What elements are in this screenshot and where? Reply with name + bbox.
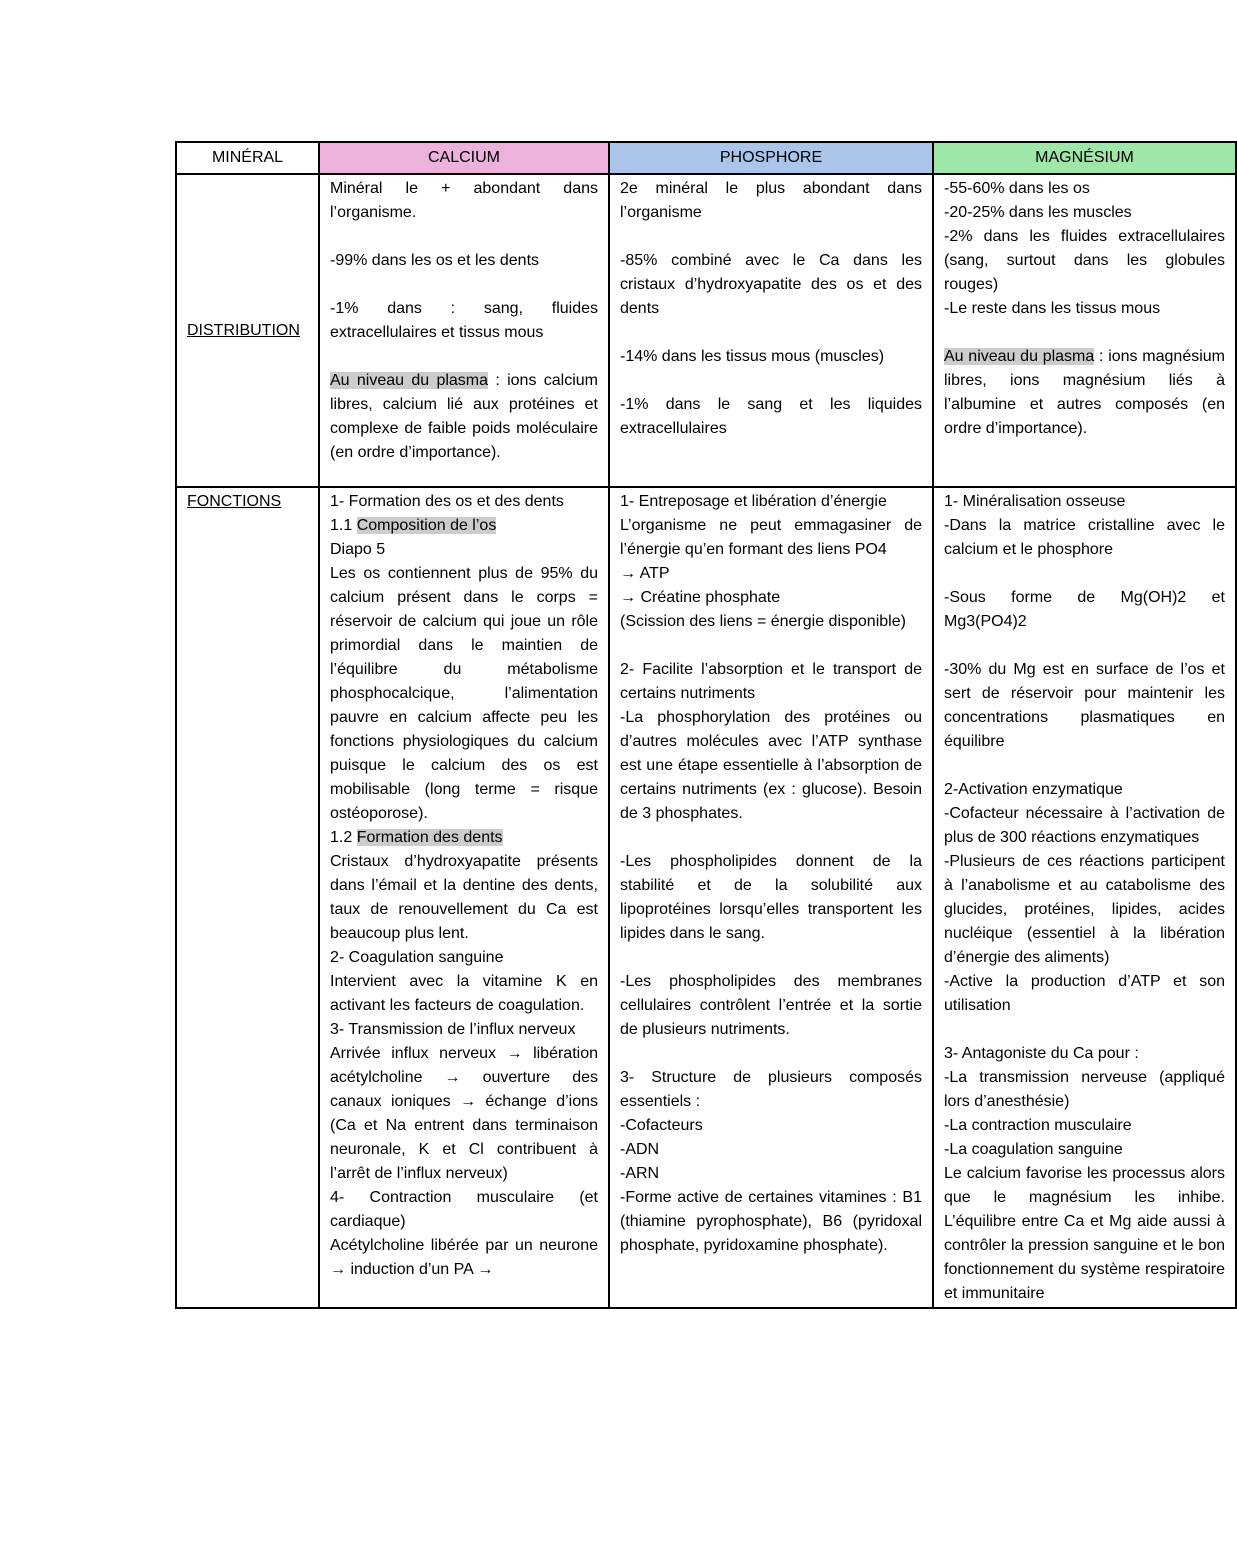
highlighted-heading: Au niveau du plasma — [944, 348, 1095, 365]
paragraph: -14% dans les tissus mous (muscles) — [620, 348, 885, 365]
paragraph — [330, 369, 598, 465]
section-title: 1- Minéralisation osseuse — [944, 493, 1126, 510]
paragraph: Minéral le + abondant dans l’organisme. — [330, 180, 598, 221]
section-title: 3- Antagoniste du Ca pour : — [944, 1045, 1139, 1062]
header-phosphore: PHOSPHORE — [609, 142, 933, 174]
paragraph: Intervient avec la vitamine K en activant les facteurs de coagulation. — [330, 973, 598, 1014]
paragraph: -Dans la matrice cristalline avec le calcium et le phosphore — [944, 517, 1225, 558]
spacer — [620, 1042, 922, 1066]
spacer — [944, 634, 1225, 658]
paragraph: -Active la production d’ATP et son utilisation — [944, 973, 1225, 1014]
section-title: 1- Entreposage et libération d’énergie — [620, 493, 887, 510]
paragraph: -1% dans : sang, fluides extracellulaires et tissus mous — [330, 300, 598, 341]
paragraph: → Créatine phosphate — [620, 589, 781, 606]
row-label-distribution — [176, 174, 319, 487]
paragraph: Diapo 5 — [330, 541, 386, 558]
paragraph — [944, 345, 1225, 441]
section-title: 3- Structure de plusieurs composés essentiels : — [620, 1069, 922, 1110]
paragraph: -La phosphorylation des protéines ou d’autres molécules avec l’ATP synthase est une étape essentielle à l’absorption de certains nutriments (ex : glucose). Besoin de 3 phosphates. — [620, 709, 922, 822]
subsection-title — [330, 826, 598, 850]
document-page — [175, 141, 1225, 1309]
paragraph: Arrivée influx nerveux → libération acétylcholine → ouverture des canaux ioniques → échange d’ions (Ca et Na entrent dans terminaison neuronale, K et Cl contribuent à l’arrêt de l’influx nerveux) — [330, 1045, 598, 1182]
spacer — [620, 946, 922, 970]
section-title: 2- Coagulation sanguine — [330, 949, 504, 966]
paragraph: → ATP — [620, 565, 670, 582]
spacer — [944, 1018, 1225, 1042]
section-title: 2- Facilite l’absorption et le transport de certains nutriments — [620, 661, 922, 702]
distribution-row — [176, 174, 1236, 487]
paragraph: -Plusieurs de ces réactions participent à l’anabolisme et au catabolisme des glucides, protéines, lipides, acides nucléique (essentiel à la libération d’énergie des aliments) — [944, 853, 1225, 966]
calcium-fonctions-cell — [319, 487, 609, 1308]
fonctions-row — [176, 487, 1236, 1308]
section-title: 4- Contraction musculaire (et cardiaque) — [330, 1189, 598, 1230]
spacer — [944, 321, 1225, 345]
magnesium-distribution-cell — [933, 174, 1236, 487]
section-title: 2-Activation enzymatique — [944, 781, 1123, 798]
spacer — [330, 273, 598, 297]
header-row — [176, 142, 1236, 174]
section-title: 1- Formation des os et des dents — [330, 493, 564, 510]
paragraph: Acétylcholine libérée par un neurone → induction d’un PA → — [330, 1237, 598, 1278]
paragraph: -Les phospholipides des membranes cellulaires contrôlent l’entrée et la sortie de plusieurs nutriments. — [620, 973, 922, 1038]
spacer — [620, 369, 922, 393]
paragraph: -99% dans les os et les dents — [330, 252, 540, 269]
paragraph: Le calcium favorise les processus alors que le magnésium les inhibe. L’équilibre entre Ca et Mg aide aussi à contrôler la pression sanguine et le bon fonctionnement du système respiratoire et immunitaire — [944, 1165, 1225, 1302]
list-item: -ARN — [620, 1165, 660, 1182]
spacer — [330, 225, 598, 249]
subsection-number: 1.1 — [330, 517, 357, 534]
spacer — [620, 826, 922, 850]
highlighted-heading: Composition de l’os — [356, 517, 497, 534]
calcium-distribution-cell — [319, 174, 609, 487]
paragraph: -Cofacteur nécessaire à l’activation de plus de 300 réactions enzymatiques — [944, 805, 1225, 846]
paragraph: -Sous forme de Mg(OH)2 et Mg3(PO4)2 — [944, 589, 1225, 630]
header-magnesium: MAGNÉSIUM — [933, 142, 1236, 174]
paragraph: -30% du Mg est en surface de l’os et sert de réservoir pour maintenir les concentrations plasmatiques en équilibre — [944, 661, 1225, 750]
subsection-number: 1.2 — [330, 829, 357, 846]
paragraph: -1% dans le sang et les liquides extracellulaires — [620, 396, 922, 437]
minerals-table — [175, 141, 1237, 1309]
highlighted-heading: Formation des dents — [356, 829, 503, 846]
magnesium-fonctions-cell — [933, 487, 1236, 1308]
paragraph: 2e minéral le plus abondant dans l’organisme — [620, 180, 922, 221]
list-item: -ADN — [620, 1141, 660, 1158]
paragraph: -55-60% dans les os — [944, 180, 1090, 197]
list-item: -La transmission nerveuse (appliqué lors d’anesthésie) — [944, 1069, 1225, 1110]
list-item: -La coagulation sanguine — [944, 1141, 1123, 1158]
paragraph: (Scission des liens = énergie disponible) — [620, 613, 906, 630]
list-item: -Forme active de certaines vitamines : B1 (thiamine pyrophosphate), B6 (pyridoxal phosphate, pyridoxamine phosphate). — [620, 1189, 922, 1254]
paragraph: L’organisme ne peut emmagasiner de l’énergie qu’en formant des liens PO4 — [620, 517, 922, 558]
paragraph-text: : ions calcium libres, calcium lié aux protéines et complexe de faible poids moléculaire (en ordre d’importance). — [330, 372, 598, 461]
spacer — [620, 634, 922, 658]
spacer — [944, 562, 1225, 586]
paragraph: Cristaux d’hydroxyapatite présents dans l’émail et la dentine des dents, taux de renouvellement du Ca est beaucoup plus lent. — [330, 853, 598, 942]
paragraph-text: : ions magnésium libres, ions magnésium liés à l’albumine et autres composés (en ordre d’importance). — [944, 348, 1225, 437]
distribution-label: DISTRIBUTION — [187, 322, 300, 339]
paragraph: Les os contiennent plus de 95% du calcium présent dans le corps = réservoir de calcium qui joue un rôle primordial dans le maintien de l’équilibre du métabolisme phosphocalcique, l’alimentation pauvre en calcium affecte peu les fonctions physiologiques du calcium puisque le calcium des os est mobilisable (long terme = risque ostéoporose). — [330, 565, 598, 822]
paragraph: -Le reste dans les tissus mous — [944, 300, 1161, 317]
paragraph: -20-25% dans les muscles — [944, 204, 1132, 221]
paragraph: -85% combiné avec le Ca dans les cristaux d’hydroxyapatite des os et des dents — [620, 252, 922, 317]
fonctions-label: FONCTIONS — [187, 493, 282, 510]
row-label-fonctions — [176, 487, 319, 1308]
spacer — [330, 345, 598, 369]
phosphore-fonctions-cell — [609, 487, 933, 1308]
header-calcium: CALCIUM — [319, 142, 609, 174]
paragraph: -Les phospholipides donnent de la stabilité et de la solubilité aux lipoprotéines lorsqu’elles transportent les lipides dans le sang. — [620, 853, 922, 942]
list-item: -Cofacteurs — [620, 1117, 703, 1134]
subsection-title — [330, 514, 598, 538]
spacer — [944, 754, 1225, 778]
section-title: 3- Transmission de l’influx nerveux — [330, 1021, 576, 1038]
paragraph: -2% dans les fluides extracellulaires (sang, surtout dans les globules rouges) — [944, 228, 1225, 293]
phosphore-distribution-cell — [609, 174, 933, 487]
header-mineral: MINÉRAL — [176, 142, 319, 174]
spacer — [620, 321, 922, 345]
spacer — [620, 225, 922, 249]
highlighted-heading: Au niveau du plasma — [330, 372, 489, 389]
list-item: -La contraction musculaire — [944, 1117, 1132, 1134]
